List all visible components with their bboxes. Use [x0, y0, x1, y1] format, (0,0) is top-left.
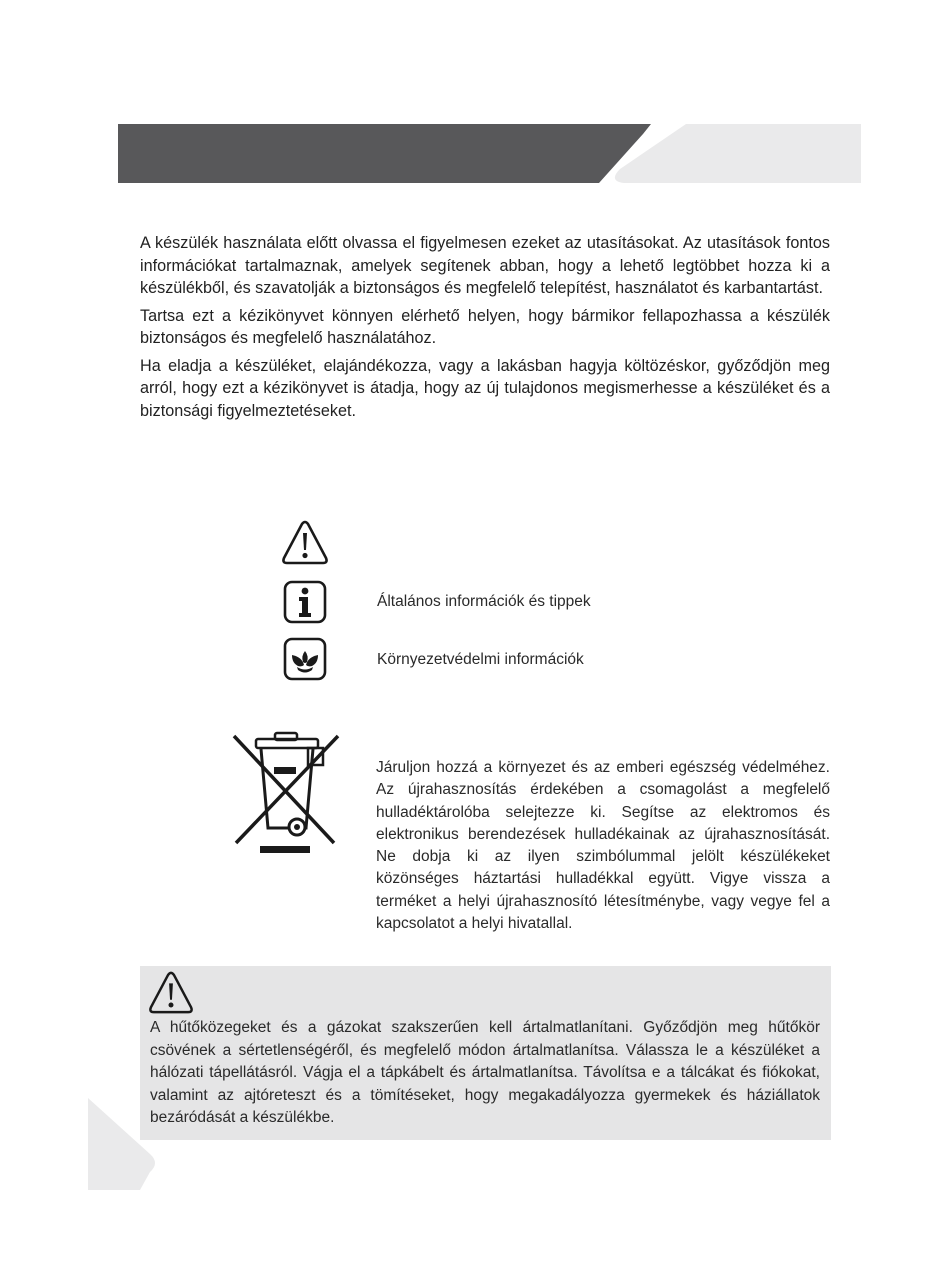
section-header-bar	[0, 0, 950, 200]
intro-paragraph-2: Tartsa ezt a kézikönyvet könnyen elérhető helyen, hogy bármikor fellapozhassa a készülék biztonságos és megfelelő használatához.	[140, 306, 830, 347]
header-dark-band	[118, 124, 651, 183]
intro-paragraph-1: A készülék használata előtt olvassa el figyelmesen ezeket az utasításokat. Az utasítások fontos információkat tartalmaznak, amelyek segítenek abban, hogy a lehető legtöbbet hozza ki a készülékből, és szavatolják a biztonságos és megfelelő telepítést, használatot és karbantartást.	[140, 234, 830, 297]
weee-crossed-bin-icon	[228, 728, 344, 856]
page-corner-tab	[0, 1090, 160, 1200]
environment-label: Környezetvédelmi információk	[377, 651, 584, 668]
weee-disposal-text: Járuljon hozzá a környezet és az emberi egészség védelméhez. Az újrahasznosítás érdekében a csomagolást a megfelelő hulladéktárolóba selejtezze ki. Segítse az elektromos és elektronikus berendezések hulladékainak az újrahasznosítását. Ne dobja ki az ilyen szimbólummal jelölt készülékeket közönséges háztartási hulladékkal együtt. Vigye vissza a terméket a helyi újrahasznosító létesítménybe, vagy vegye fel a kapcsolatot a helyi hivatallal.	[376, 759, 830, 933]
warning-triangle-icon	[281, 520, 329, 566]
header-light-band	[615, 124, 861, 183]
environment-leaf-icon	[281, 637, 329, 683]
warning-triangle-icon	[148, 971, 194, 1015]
refrigerant-warning-box	[140, 966, 831, 1140]
intro-text	[140, 232, 830, 427]
refrigerant-warning-text: A hűtőközegeket és a gázokat szakszerűen kell ártalmatlanítani. Győződjön meg hűtőkör csövének a sértetlenségéről, és megfelelő módon ártalmatlanítsa. Válassza le a készüléket a hálózati tápellátásról. Vágja el a tápkábelt és ártalmatlanítsa. Távolítsa e a tálcákat és fiókokat, valamint az ajtóreteszt és a tömítéseket, hogy megakadályozza gyermekek és háziállatok bezáródását a készülékbe.	[150, 1019, 820, 1126]
info-icon	[281, 580, 329, 626]
info-label: Általános információk és tippek	[377, 593, 591, 610]
intro-paragraph-3: Ha eladja a készüléket, elajándékozza, vagy a lakásban hagyja költözéskor, győződjön meg arról, hogy ezt a kézikönyvet is átadja, hogy az új tulajdonos megismerhesse a készüléket és a biztonsági figyelmeztetéseket.	[140, 356, 830, 420]
